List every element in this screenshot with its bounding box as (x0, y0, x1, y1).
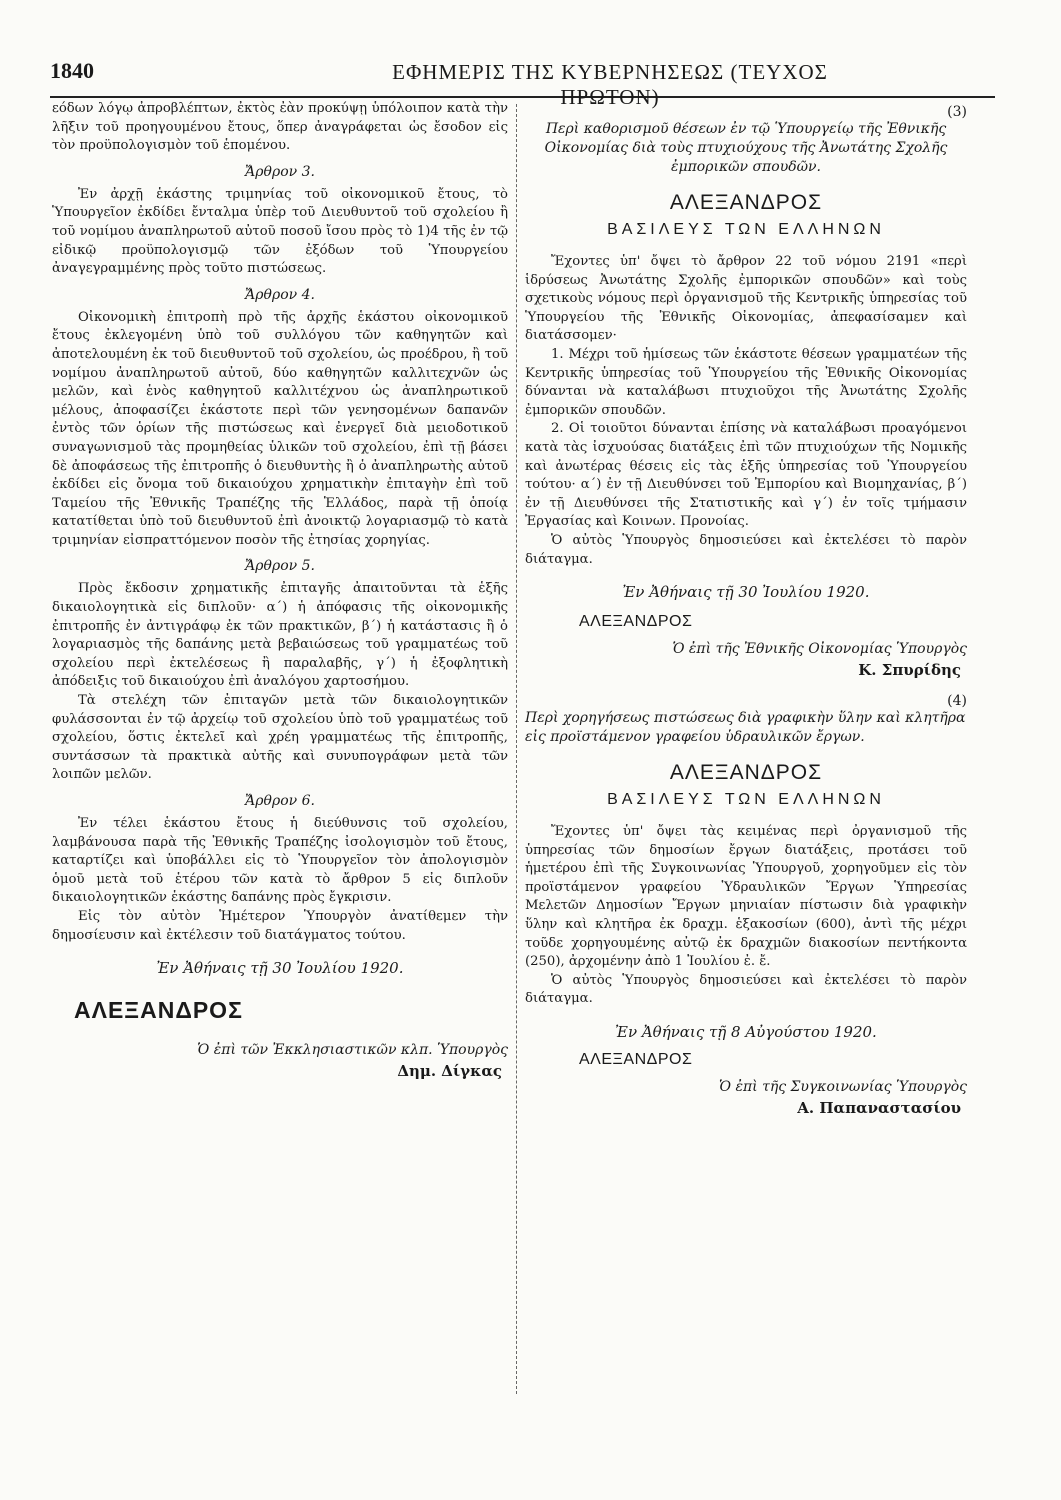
decree-4-number: (4) (947, 693, 967, 710)
article-6-text: Ἐν τέλει ἑκάστου ἔτους ἡ διεύθυνσις τοῦ σχολείου, λαμβάνουσα παρὰ τῆς Ἐθνικῆς Τραπέζης ἰσολογισμὸν τοῦ ἔτους, καταρτίζει καὶ ὑποβάλλει εἰς τὸ Ὑπουργεῖον τὸν ἀπολογισμὸν ὁμοῦ μετὰ τοῦ ἑτέρου τῶν κατὰ τὸ ἄρθρον 5 εἰς διπλοῦν δικαιολογητικῶν ἑκάστης δαπάνης πρὸς ἔγκρισιν. (52, 816, 508, 906)
decree-3-publication: Ὁ αὐτὸς Ὑπουργὸς δημοσιεύσει καὶ ἐκτελέσει τὸ παρὸν διάταγμα. (525, 532, 967, 567)
article-3-text: Ἐν ἀρχῇ ἑκάστης τριμηνίας τοῦ οἰκονομικοῦ ἔτους, τὸ Ὑπουργεῖον ἐκδίδει ἔνταλμα ὑπὲρ τοῦ Διευθυντοῦ τοῦ σχολείου ἢ τοῦ νομίμου ἀναπληρωτοῦ αὐτοῦ ποσοῦ ἴσου πρὸς τὸ 1)4 τῆς ἐν τῷ εἰδικῷ προϋπολογισμῷ τῶν ἐξόδων τοῦ Ὑπουργείου ἀναγεγραμμένης πρὸς τοῦτο πιστώσεως. (52, 186, 508, 277)
decree-4-date: Ἐν Ἀθήναις τῇ 8 Αὐγούστου 1920. (615, 1023, 877, 1042)
minister-title: Ὁ ἐπὶ τῶν Ἐκκλησιαστικῶν κλπ. Ὑπουργὸς (197, 1042, 508, 1059)
decree-4-minister-title: Ὁ ἐπὶ τῆς Συγκοινωνίας Ὑπουργὸς (718, 1079, 967, 1096)
king-signature: ΑΛΕΞΑΝΔΡΟΣ (74, 997, 243, 1024)
decree-4-king-title: ΒΑΣΙΛΕΥΣ ΤΩΝ ΕΛΛΗΝΩΝ (607, 791, 885, 809)
decree-3-number: (3) (947, 104, 967, 120)
article-6-heading: Ἄρθρον 6. (245, 793, 315, 809)
decree-date: Ἐν Ἀθήναις τῇ 30 Ἰουλίου 1920. (156, 959, 404, 978)
publication-clause: Εἰς τὸν αὐτὸν Ἡμέτερον Ὑπουργὸν ἀνατίθεμεν τὴν δημοσίευσιν καὶ ἐκτέλεσιν τοῦ διατάγματος τούτου. (52, 908, 508, 943)
decree-4-king-signature: ΑΛΕΞΑΝΔΡΟΣ (579, 1051, 693, 1069)
decree-3-minister-title: Ὁ ἐπὶ τῆς Ἐθνικῆς Οἰκονομίας Ὑπουργὸς (672, 641, 967, 658)
page-header (50, 56, 995, 109)
decree-3-clause-1: 1. Μέχρι τοῦ ἡμίσεως τῶν ἑκάστοτε θέσεων γραμματέων τῆς Κεντρικῆς ὑπηρεσίας τοῦ Ὑπουργείου τῆς Ἐθνικῆς Οἰκονομίας δύνανται νὰ καταλάβωσι πτυχιοῦχοι τῆς Ἀνωτάτης Σχολῆς ἐμπορικῶν σπουδῶν. (525, 346, 967, 418)
decree-3-title: Περὶ καθορισμοῦ θέσεων ἐν τῷ Ὑπουργείῳ τῆς Ἐθνικῆς Οἰκονομίας διὰ τοὺς πτυχιούχους τῆς Ἀνωτάτης Σχολῆς ἐμπορικῶν σπουδῶν. (544, 121, 948, 175)
decree-4-preamble: Ἔχοντες ὑπ' ὄψει τὰς κειμένας περὶ ὀργανισμοῦ τῆς ὑπηρεσίας τῶν δημοσίων ἔργων διατάξεις, προτάσει τοῦ ἡμετέρου ἐπὶ τῆς Συγκοινωνίας Ὑπουργοῦ, χορηγοῦμεν εἰς τὸν προϊστάμενον γραφείου Ὑδραυλικῶν Ἔργων Ὑπηρεσίας Μελετῶν Δημοσίων Ἔργων μηνιαίαν πίστωσιν διὰ γραφικὴν ὕλην καὶ κλητῆρα ἐκ δραχμ. ἑξακοσίων (600), ἀντὶ τῆς μέχρι τοῦδε χορηγουμένης αὐτῷ ἐκ δραχμῶν διακοσίων πεντήκοντα (250), ἀρχομένην ἀπὸ 1 Ἰουλίου ἐ. ἔ. (525, 824, 967, 970)
decree-3-date: Ἐν Ἀθήναις τῇ 30 Ἰουλίου 1920. (622, 583, 870, 602)
decree-3-king: ΑΛΕΞΑΝΔΡΟΣ (669, 191, 823, 214)
right-column (525, 100, 967, 1117)
minister-signature: Δημ. Δίγκας (397, 1062, 502, 1081)
column-divider (516, 104, 517, 1394)
gazette-title: ΕΦΗΜΕΡΙΣ ΤΗΣ ΚΥΒΕΡΝΗΣΕΩΣ (ΤΕΥΧΟΣ ΠΡΩΤΟΝ) (392, 60, 828, 109)
decree-3-king-title: ΒΑΣΙΛΕΥΣ ΤΩΝ ΕΛΛΗΝΩΝ (607, 221, 885, 238)
decree-4-title: Περὶ χορηγήσεως πιστώσεως διὰ γραφικὴν ὕλην καὶ κλητῆρα εἰς προϊστάμενον γραφείου ὑδραυλικῶν ἔργων. (525, 710, 966, 746)
article-5-text: Πρὸς ἔκδοσιν χρηματικῆς ἐπιταγῆς ἀπαιτοῦνται τὰ ἑξῆς δικαιολογητικὰ εἰς διπλοῦν· α΄) ἡ ἀπόφασις τῆς οἰκονομικῆς ἐπιτροπῆς ἐν ἀντιγράφῳ ἐκ τῶν πρακτικῶν, β΄) ἡ κατάστασις ἢ ὁ λογαριασμὸς τῆς δαπάνης μετὰ βεβαιώσεως τοῦ γραμματέως τοῦ σχολείου περὶ ἐκτελέσεως ἢ παραλαβῆς, γ΄) ἡ ἐξοφλητικὴ ἀπόδειξις τοῦ δικαιούχου ἐπὶ ἀναλόγου χαρτοσήμου. (52, 581, 508, 690)
decree-4-minister-signature: Α. Παπαναστασίου (797, 1099, 961, 1118)
decree-4-king: ΑΛΕΞΑΝΔΡΟΣ (669, 761, 823, 785)
decree-3-preamble: Ἔχοντες ὑπ' ὄψει τὸ ἄρθρον 22 τοῦ νόμου 2191 «περὶ ἱδρύσεως Ἀνωτάτης Σχολῆς ἐμπορικῶν σπουδῶν» καὶ τοὺς σχετικοὺς νόμους περὶ ὀργανισμοῦ τῆς Κεντρικῆς ὑπηρεσίας τοῦ Ὑπουργείου τῆς Ἐθνικῆς Οἰκονομίας, ἀπεφασίσαμεν καὶ διατάσσομεν· (525, 254, 967, 344)
left-column (52, 100, 508, 1080)
decree-4-publication: Ὁ αὐτὸς Ὑπουργὸς δημοσιεύσει καὶ ἐκτελέσει τὸ παρὸν διάταγμα. (525, 972, 967, 1007)
article-5-heading: Ἄρθρον 5. (245, 558, 315, 575)
decree-3-king-signature: ΑΛΕΞΑΝΔΡΟΣ (579, 613, 693, 631)
decree-3-minister-signature: Κ. Σπυρίδης (858, 661, 961, 680)
article-4-heading: Ἄρθρον 4. (245, 286, 315, 303)
article-5-text-2: Τὰ στελέχη τῶν ἐπιταγῶν μετὰ τῶν δικαιολογητικῶν φυλάσσονται ἐν τῷ ἀρχείῳ τοῦ σχολείου ὑπὸ τοῦ γραμματέως τοῦ σχολείου, ὅστις ἐκτελεῖ καὶ χρέη γραμματέως τῆς ἐπιτροπῆς, συντάσσων τὰ πρακτικὰ αὐτῆς καὶ συνυπογράφων μετὰ τῶν λοιπῶν μελῶν. (52, 693, 508, 783)
article-4-text: Οἰκονομικὴ ἐπιτροπὴ πρὸ τῆς ἀρχῆς ἑκάστου οἰκονομικοῦ ἔτους ἐκλεγομένη ὑπὸ τοῦ συλλόγου τῶν καθηγητῶν καὶ ἀποτελουμένη ἐκ τοῦ διευθυντοῦ τοῦ σχολείου, ὡς προέδρου, ἢ τοῦ νομίμου ἀναπληρωτοῦ αὐτοῦ, δύο καθηγητῶν καλλιτεχνῶν ὡς μελῶν, καὶ ἑνὸς καθηγητοῦ καλλιτέχνου ὡς ἀναπληρωτικοῦ μέλους, ἀποφασίζει ἑκάστοτε περὶ τῶν γενησομένων δαπανῶν ἐντὸς τῶν ὁρίων τῆς πιστώσεως καὶ ἐνεργεῖ διὰ μειοδοτικοῦ συναγωνισμοῦ τὰς προμηθείας ὑλικῶν τοῦ σχολείου, ἐπὶ τῇ βάσει δὲ ἀποφάσεως τῆς ἐπιτροπῆς ὁ διευθυντὴς ἢ ὁ ἀναπληρωτὴς αὐτοῦ ἐκδίδει εἰς ὄνομα τοῦ δικαιούχου χρηματικὴν ἐπιταγὴν ἐπὶ τοῦ Ταμείου τῆς Ἐθνικῆς Τραπέζης τῆς Ἑλλάδος, παρὰ τῇ ὁποίᾳ κατατίθεται ὑπὸ τοῦ διευθυντοῦ ἐπὶ ἀνοικτῷ λογαριασμῷ τὸ κατὰ τριμηνίαν εἰσπραττόμενον ποσὸν τῆς ἐτησίας χορηγίας. (52, 309, 508, 548)
paragraph-continuation: εόδων λόγῳ ἀπροβλέπτων, ἐκτὸς ἐὰν προκύψῃ ὑπόλοιπον κατὰ τὴν λῆξιν τοῦ προηγουμένου ἔτους, ὅπερ ἀναγράφεται ὡς ἔσοδον εἰς τὸν προϋπολογισμὸν τοῦ ἑπομένου. (52, 101, 508, 154)
article-3-heading: Ἄρθρον 3. (245, 163, 315, 180)
decree-3-clause-2: 2. Οἱ τοιοῦτοι δύνανται ἐπίσης νὰ καταλάβωσι προαγόμενοι κατὰ τὰς ἰσχυούσας διατάξεις ἐπὶ τῶν πτυχιούχων τῆς Νομικῆς καὶ ἀνωτέρας θέσεις εἰς τὰς ἑξῆς ὑπηρεσίας τοῦ Ὑπουργείου τούτου· α΄) ἐν τῇ Διευθύνσει τοῦ Ἐμπορίου καὶ Βιομηχανίας, β΄) ἐν τῇ Διευθύνσει τῆς Στατιστικῆς καὶ γ΄) ἐν τοῖς τμήμασιν Ἐργασίας καὶ Κοινων. Προνοίας. (525, 421, 967, 530)
page-number: 1840 (50, 58, 94, 83)
